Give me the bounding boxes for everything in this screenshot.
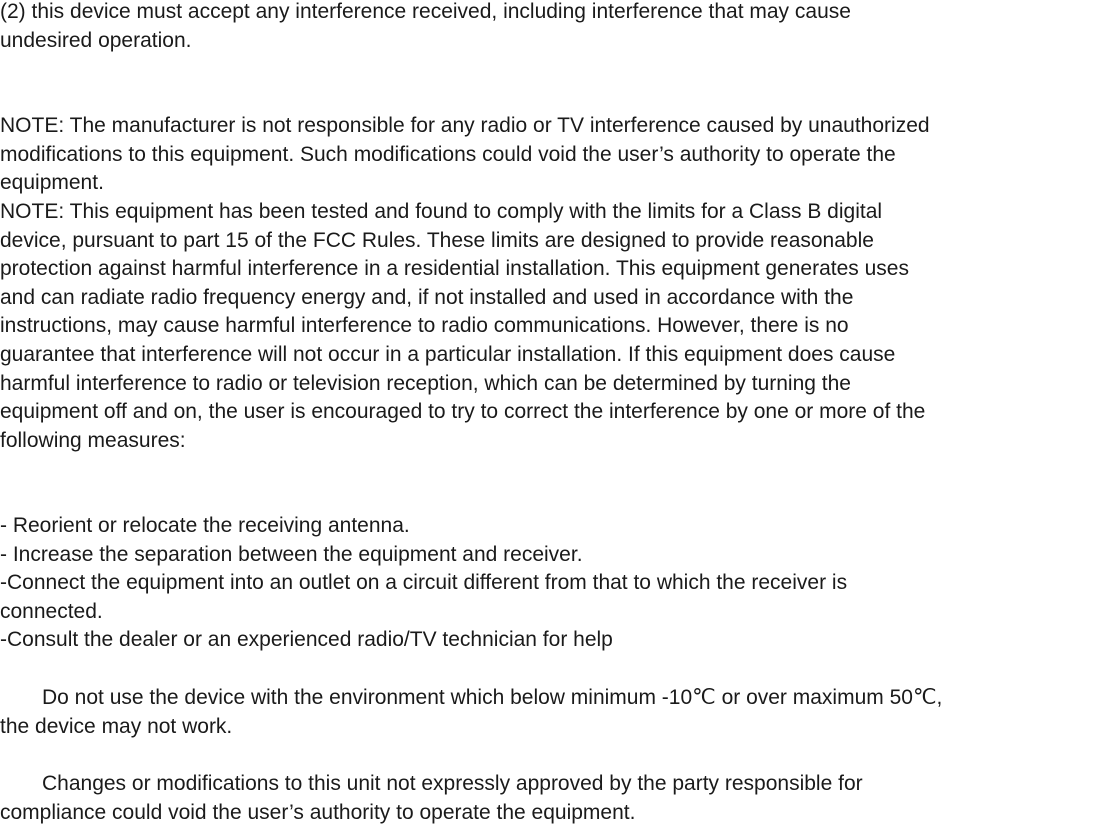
list-item: - Reorient or relocate the receiving antenna. (0, 514, 410, 537)
text-line: device, pursuant to part 15 of the FCC Rules. These limits are designed to provide reasonable (0, 228, 874, 252)
text-line: (2) this device must accept any interference received, including interference that may cause (0, 0, 851, 23)
text-line: harmful interference to radio or television reception, which can be determined by turning the (0, 371, 851, 395)
text-line: protection against harmful interference in a residential installation. This equipment generates uses (0, 257, 909, 281)
text-line: equipment. (0, 171, 104, 195)
text-line: Do not use the device with the environment which below minimum -10℃ or over maximum 50℃, (42, 686, 943, 709)
list-item: - Increase the separation between the equipment and receiver. (0, 542, 583, 566)
list-item: connected. (0, 599, 103, 623)
interference-paragraph (0, 0, 1103, 55)
list-item: -Consult the dealer or an experienced radio/TV technician for help (0, 628, 613, 652)
text-line: the device may not work. (0, 714, 233, 738)
text-line: compliance could void the user’s authority to operate the equipment. (0, 800, 636, 824)
text-line: guarantee that interference will not occur in a particular installation. If this equipment does cause (0, 342, 896, 366)
text-line: equipment off and on, the user is encouraged to try to correct the interference by one or more of the (0, 400, 926, 424)
text-line: Changes or modifications to this unit not expressly approved by the party responsible for (42, 772, 863, 795)
changes-paragraph (0, 770, 1103, 827)
text-line: following measures: (0, 428, 186, 452)
manufacturer-note-paragraph (0, 112, 1103, 198)
list-item: -Connect the equipment into an outlet on a circuit different from that to which the receiver is (0, 571, 848, 595)
text-line: NOTE: This equipment has been tested and found to comply with the limits for a Class B digital (0, 200, 883, 223)
text-line: NOTE: The manufacturer is not responsible for any radio or TV interference caused by unauthorized (0, 114, 930, 137)
text-line: instructions, may cause harmful interference to radio communications. However, there is no (0, 314, 849, 338)
text-line: and can radiate radio frequency energy and, if not installed and used in accordance with the (0, 285, 854, 309)
measures-list (0, 512, 1103, 655)
class-b-note-paragraph (0, 198, 1103, 455)
text-line: modifications to this equipment. Such modifications could void the user’s authority to operate the (0, 142, 896, 166)
temperature-paragraph (0, 684, 1103, 741)
text-line: undesired operation. (0, 28, 192, 52)
